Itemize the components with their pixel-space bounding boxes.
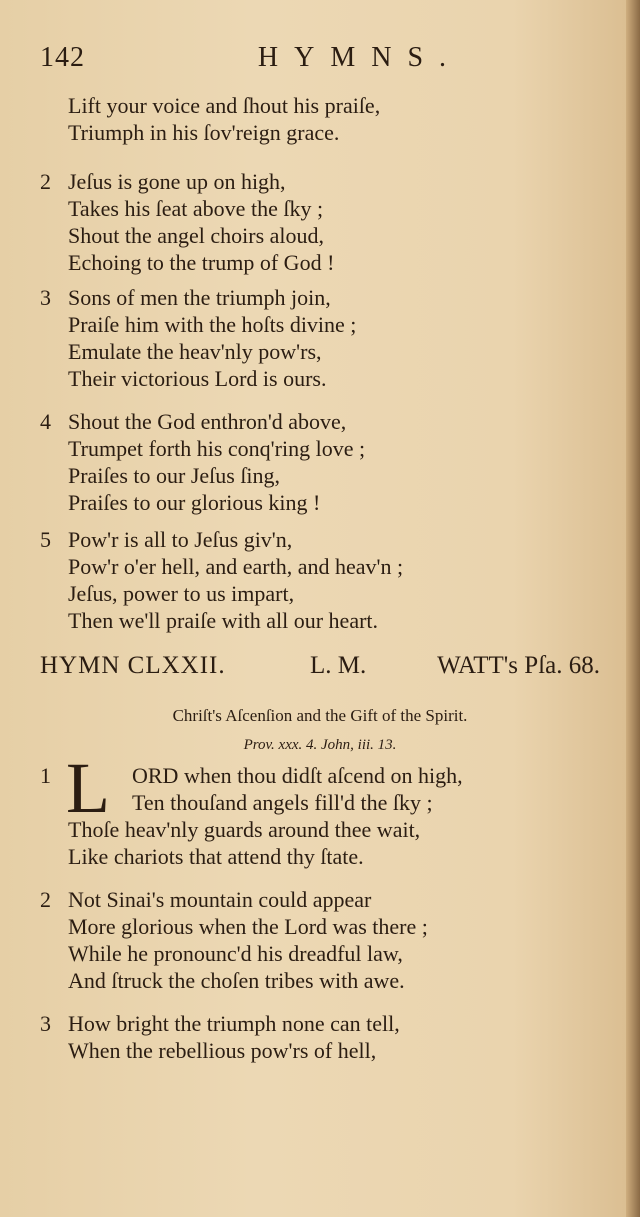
page-gutter-shadow [626, 0, 640, 1217]
page-header [40, 42, 600, 82]
hymn-172-verse-3 [40, 1010, 620, 1064]
verse-line: More glorious when the Lord was there ; [68, 914, 428, 939]
verse-line: Jeſus, power to us impart, [68, 581, 295, 606]
verse-line: Their victorious Lord is ours. [68, 366, 327, 391]
verse-line: Not Sinai's mountain could appear [68, 887, 372, 912]
verse-line: Shout the angel choirs aloud, [68, 223, 325, 248]
verse-line: Shout the God enthron'd above, [68, 409, 347, 434]
verse-line: When the rebellious pow'rs of hell, [68, 1038, 377, 1063]
verse-line: Praiſe him with the hoſts divine ; [68, 312, 357, 337]
verse-line: Trumpet forth his conq'ring love ; [68, 436, 366, 461]
hymn-172-verse-2 [40, 886, 620, 994]
verse-line: Pow'r o'er hell, and earth, and heav'n ; [68, 554, 404, 579]
verse-3 [40, 284, 620, 392]
verse-line: Praiſes to our Jeſus ſing, [68, 463, 281, 488]
verse-line: While he pronounc'd his dreadful law, [68, 941, 403, 966]
hymn-heading [40, 652, 600, 688]
hymn-subject: Chriſt's Aſcenſion and the Gift of the Spirit. [172, 706, 468, 725]
page-number: 142 [40, 42, 85, 73]
verse-line: Sons of men the triumph join, [68, 285, 331, 310]
scripture-references: Prov. xxx. 4. John, iii. 13. [243, 737, 397, 753]
verse-4 [40, 408, 620, 516]
drop-cap: L [66, 748, 110, 828]
verse-line: Like chariots that attend thy ſtate. [68, 844, 364, 869]
hymn-172-verse-1 [40, 762, 620, 870]
verse-number: 5 [40, 527, 51, 552]
verse-number: 3 [40, 285, 51, 310]
verse-line: Then we'll praiſe with all our heart. [68, 608, 379, 633]
verse-line: Emulate the heav'nly pow'rs, [68, 339, 322, 364]
verse-line: How bright the triumph none can tell, [68, 1011, 400, 1036]
verse-2 [40, 168, 620, 276]
verse-line: ORD when thou didſt aſcend on high, [132, 763, 463, 788]
running-title: HYMNS. [257, 42, 463, 73]
hymn-number: HYMN CLXXII. [40, 652, 226, 679]
hymn-source: WATT's Pſa. 68. [437, 652, 600, 679]
verse-line: Lift your voice and ſhout his praiſe, [68, 93, 381, 118]
verse-line: Thoſe heav'nly guards around thee wait, [68, 817, 421, 842]
verse-number: 4 [40, 409, 51, 434]
verse-line: Jeſus is gone up on high, [68, 169, 286, 194]
verse-number: 2 [40, 169, 51, 194]
verse-line: And ſtruck the choſen tribes with awe. [68, 968, 405, 993]
verse-5 [40, 526, 620, 634]
verse-line: Ten thouſand angels fill'd the ſky ; [132, 790, 433, 815]
verse-line: Takes his ſeat above the ſky ; [68, 196, 324, 221]
verse-line: Pow'r is all to Jeſus giv'n, [68, 527, 293, 552]
hymn-meter: L. M. [310, 652, 367, 679]
verse-number: 2 [40, 887, 51, 912]
verse-continuation [40, 92, 620, 146]
verse-line: Triumph in his ſov'reign grace. [68, 120, 340, 145]
verse-line: Echoing to the trump of God ! [68, 250, 335, 275]
verse-line: Praiſes to our glorious king ! [68, 490, 321, 515]
verse-number: 1 [40, 763, 51, 788]
verse-number: 3 [40, 1011, 51, 1036]
